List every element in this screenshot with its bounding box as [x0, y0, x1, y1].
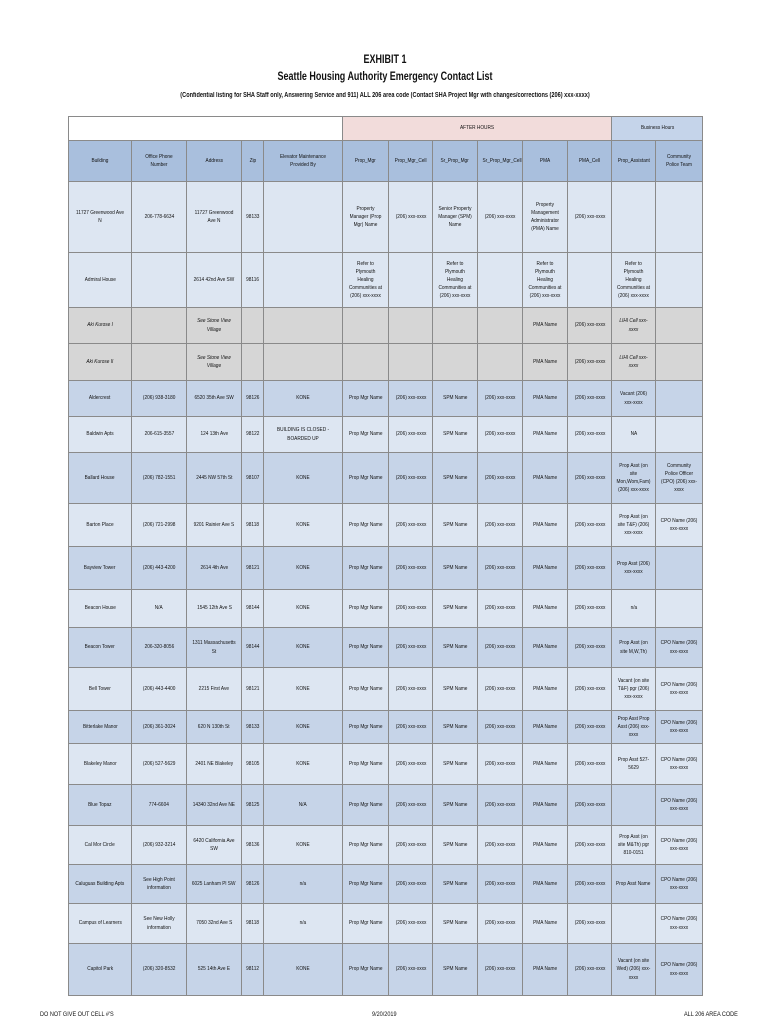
- column-header: Prop_Mgr: [343, 141, 389, 182]
- office-phone-cell: (206) 721-2998: [132, 504, 187, 547]
- sr-prop-mgr-cell-phone: (206) xxx-xxxx: [478, 504, 523, 547]
- prop-mgr-cell: Prop Mgr Name: [343, 628, 389, 668]
- building-cell: Bayview Tower: [69, 547, 132, 590]
- elevator-cell: KONE: [264, 547, 343, 590]
- prop-assistant-cell: NA: [612, 417, 656, 453]
- pma-cell: PMA Name: [523, 668, 568, 711]
- pma-cell: PMA Name: [523, 344, 568, 381]
- elevator-cell: KONE: [264, 504, 343, 547]
- zip-cell: 98133: [242, 182, 264, 253]
- prop-mgr-cell-phone: (206) xxx-xxxx: [389, 182, 433, 253]
- prop-mgr-cell-phone: [389, 308, 433, 344]
- sr-prop-mgr-cell: SPM Name: [433, 865, 478, 904]
- prop-mgr-cell: Property Manager (Prop Mgr) Name: [343, 182, 389, 253]
- community-police-cell: CPO Name (206) xxx-xxxx: [656, 668, 703, 711]
- pma-cell-phone: (206) xxx-xxxx: [568, 547, 612, 590]
- address-cell: 124 13th Ave: [187, 417, 242, 453]
- address-cell: 11727 Greenwood Ave N: [187, 182, 242, 253]
- prop-mgr-cell-phone: (206) xxx-xxxx: [389, 904, 433, 944]
- prop-mgr-cell: Prop Mgr Name: [343, 668, 389, 711]
- pma-cell: PMA Name: [523, 504, 568, 547]
- prop-assistant-cell: Vacant (206) xxx-xxxx: [612, 381, 656, 417]
- address-cell: 14340 32nd Ave NE: [187, 785, 242, 826]
- pma-cell-phone: (206) xxx-xxxx: [568, 944, 612, 996]
- office-phone-cell: (206) 782-1551: [132, 453, 187, 504]
- address-cell: 6420 California Ave SW: [187, 826, 242, 865]
- address-cell: 6025 Lanham Pl SW: [187, 865, 242, 904]
- elevator-cell: KONE: [264, 628, 343, 668]
- elevator-cell: KONE: [264, 453, 343, 504]
- sr-prop-mgr-cell-phone: (206) xxx-xxxx: [478, 826, 523, 865]
- office-phone-cell: [132, 308, 187, 344]
- elevator-cell: KONE: [264, 590, 343, 628]
- office-phone-cell: See High Point information: [132, 865, 187, 904]
- prop-mgr-cell-phone: (206) xxx-xxxx: [389, 944, 433, 996]
- column-header: Sr_Prop_Mgr: [433, 141, 478, 182]
- community-police-cell: CPO Name (206) xxx-xxxx: [656, 628, 703, 668]
- address-cell: 9201 Rainier Ave S: [187, 504, 242, 547]
- zip-cell: 98125: [242, 785, 264, 826]
- prop-mgr-cell: Prop Mgr Name: [343, 547, 389, 590]
- table-row: [69, 826, 703, 865]
- prop-mgr-cell: Prop Mgr Name: [343, 504, 389, 547]
- building-cell: Caluguas Building Apts: [69, 865, 132, 904]
- zip-cell: 98121: [242, 547, 264, 590]
- elevator-cell: n/a: [264, 865, 343, 904]
- zip-cell: [242, 344, 264, 381]
- building-cell: Aki Kurose II: [69, 344, 132, 381]
- building-cell: Ballard House: [69, 453, 132, 504]
- sr-prop-mgr-cell: [433, 308, 478, 344]
- pma-cell-phone: (206) xxx-xxxx: [568, 344, 612, 381]
- pma-cell: PMA Name: [523, 944, 568, 996]
- prop-mgr-cell-phone: (206) xxx-xxxx: [389, 865, 433, 904]
- office-phone-cell: (206) 443-4400: [132, 668, 187, 711]
- office-phone-cell: (206) 938-3180: [132, 381, 187, 417]
- office-phone-cell: 206-615-3557: [132, 417, 187, 453]
- column-header: Address: [187, 141, 242, 182]
- sr-prop-mgr-cell-phone: (206) xxx-xxxx: [478, 711, 523, 744]
- prop-mgr-cell: [343, 344, 389, 381]
- prop-mgr-cell-phone: (206) xxx-xxxx: [389, 826, 433, 865]
- office-phone-cell: See New Holly information: [132, 904, 187, 944]
- office-phone-cell: N/A: [132, 590, 187, 628]
- prop-mgr-cell-phone: (206) xxx-xxxx: [389, 547, 433, 590]
- prop-mgr-cell-phone: (206) xxx-xxxx: [389, 744, 433, 785]
- prop-mgr-cell-phone: (206) xxx-xxxx: [389, 381, 433, 417]
- pma-cell: PMA Name: [523, 785, 568, 826]
- column-header: Sr_Prop_Mgr_Cell: [478, 141, 523, 182]
- prop-mgr-cell-phone: [389, 344, 433, 381]
- sr-prop-mgr-cell: SPM Name: [433, 590, 478, 628]
- prop-assistant-cell: LIHI Cell xxx-xxxx: [612, 308, 656, 344]
- table-row: [69, 668, 703, 711]
- pma-cell: PMA Name: [523, 453, 568, 504]
- elevator-cell: KONE: [264, 668, 343, 711]
- column-header: PMA_Cell: [568, 141, 612, 182]
- column-header: PMA: [523, 141, 568, 182]
- elevator-cell: KONE: [264, 826, 343, 865]
- prop-mgr-cell-phone: (206) xxx-xxxx: [389, 785, 433, 826]
- pma-cell: Property Management Administrator (PMA) Name: [523, 182, 568, 253]
- prop-mgr-cell: Prop Mgr Name: [343, 381, 389, 417]
- table-row: [69, 628, 703, 668]
- address-cell: 2215 First Ave: [187, 668, 242, 711]
- pma-cell-phone: (206) xxx-xxxx: [568, 668, 612, 711]
- zip-cell: 98126: [242, 865, 264, 904]
- pma-cell: PMA Name: [523, 308, 568, 344]
- exhibit-label: EXHIBIT 1: [363, 54, 407, 66]
- zip-cell: 98136: [242, 826, 264, 865]
- elevator-cell: [264, 182, 343, 253]
- prop-mgr-cell: Prop Mgr Name: [343, 744, 389, 785]
- prop-mgr-cell: Prop Mgr Name: [343, 944, 389, 996]
- prop-mgr-cell-phone: [389, 253, 433, 308]
- contact-table: [68, 116, 703, 996]
- footer-right: ALL 206 AREA CODE: [684, 1011, 738, 1018]
- prop-assistant-cell: n/a: [612, 590, 656, 628]
- pma-cell: Refer to Plymouth Healing Communities at (206) xxx-xxxx: [523, 253, 568, 308]
- sr-prop-mgr-cell: SPM Name: [433, 417, 478, 453]
- pma-cell-phone: (206) xxx-xxxx: [568, 865, 612, 904]
- prop-assistant-cell: Prop Asst 527-5629: [612, 744, 656, 785]
- column-header: Office Phone Number: [132, 141, 187, 182]
- sr-prop-mgr-cell-phone: [478, 344, 523, 381]
- pma-cell-phone: (206) xxx-xxxx: [568, 628, 612, 668]
- prop-assistant-cell: Refer to Plymouth Healing Communities at (206) xxx-xxxx: [612, 253, 656, 308]
- pma-cell-phone: (206) xxx-xxxx: [568, 744, 612, 785]
- community-police-cell: [656, 308, 703, 344]
- building-cell: Barton Place: [69, 504, 132, 547]
- elevator-cell: KONE: [264, 744, 343, 785]
- table-row: [69, 785, 703, 826]
- elevator-cell: [264, 253, 343, 308]
- table-row: [69, 182, 703, 253]
- prop-assistant-cell: Vacant (on site T&F) pgr (206) xxx-xxxx: [612, 668, 656, 711]
- table-row: [69, 865, 703, 904]
- table-row: [69, 547, 703, 590]
- sr-prop-mgr-cell: [433, 344, 478, 381]
- building-cell: Aldercrest: [69, 381, 132, 417]
- sr-prop-mgr-cell-phone: (206) xxx-xxxx: [478, 785, 523, 826]
- sr-prop-mgr-cell: SPM Name: [433, 785, 478, 826]
- prop-mgr-cell: Prop Mgr Name: [343, 785, 389, 826]
- address-cell: 6520 35th Ave SW: [187, 381, 242, 417]
- community-police-cell: [656, 590, 703, 628]
- sr-prop-mgr-cell: Senior Property Manager (SPM) Name: [433, 182, 478, 253]
- address-cell: 1545 12th Ave S: [187, 590, 242, 628]
- table-row: [69, 381, 703, 417]
- pma-cell: PMA Name: [523, 417, 568, 453]
- building-cell: Beacon House: [69, 590, 132, 628]
- column-header: Prop_Mgr_Cell: [389, 141, 433, 182]
- table-row: [69, 904, 703, 944]
- community-police-cell: [656, 182, 703, 253]
- pma-cell: PMA Name: [523, 711, 568, 744]
- community-police-cell: [656, 381, 703, 417]
- pma-cell-phone: (206) xxx-xxxx: [568, 590, 612, 628]
- table-row: [69, 253, 703, 308]
- prop-mgr-cell-phone: (206) xxx-xxxx: [389, 453, 433, 504]
- prop-mgr-cell-phone: (206) xxx-xxxx: [389, 504, 433, 547]
- pma-cell: PMA Name: [523, 904, 568, 944]
- group-header-row: [69, 117, 703, 141]
- sr-prop-mgr-cell-phone: (206) xxx-xxxx: [478, 744, 523, 785]
- pma-cell-phone: (206) xxx-xxxx: [568, 904, 612, 944]
- column-header: Community Police Team: [656, 141, 703, 182]
- prop-mgr-cell: Prop Mgr Name: [343, 711, 389, 744]
- prop-assistant-cell: Vacant (on site Wed) (206) xxx-xxxx: [612, 944, 656, 996]
- sr-prop-mgr-cell: SPM Name: [433, 826, 478, 865]
- prop-assistant-cell: Prop Asst (on site T&F) (206) xxx-xxxx: [612, 504, 656, 547]
- pma-cell: PMA Name: [523, 628, 568, 668]
- sr-prop-mgr-cell-phone: (206) xxx-xxxx: [478, 417, 523, 453]
- office-phone-cell: (206) 443-4200: [132, 547, 187, 590]
- footer-left: DO NOT GIVE OUT CELL #'S: [40, 1011, 114, 1018]
- prop-mgr-cell: Prop Mgr Name: [343, 865, 389, 904]
- address-cell: 525 14th Ave E: [187, 944, 242, 996]
- pma-cell: PMA Name: [523, 547, 568, 590]
- pma-cell: PMA Name: [523, 865, 568, 904]
- pma-cell-phone: (206) xxx-xxxx: [568, 308, 612, 344]
- address-cell: 1311 Massachusetts St: [187, 628, 242, 668]
- prop-assistant-cell: Prop Asst Prop Asst (206) xxx-xxxx: [612, 711, 656, 744]
- prop-mgr-cell-phone: (206) xxx-xxxx: [389, 590, 433, 628]
- building-cell: Beacon Tower: [69, 628, 132, 668]
- sr-prop-mgr-cell: SPM Name: [433, 904, 478, 944]
- table-row: [69, 744, 703, 785]
- zip-cell: 98144: [242, 628, 264, 668]
- office-phone-cell: (206) 361-3024: [132, 711, 187, 744]
- building-cell: Blue Topaz: [69, 785, 132, 826]
- address-cell: 2614 4th Ave: [187, 547, 242, 590]
- after-hours-header: AFTER HOURS: [343, 117, 612, 141]
- table-row: [69, 453, 703, 504]
- elevator-cell: N/A: [264, 785, 343, 826]
- prop-assistant-cell: Prop Asst (on site M&Th) pgr 810-0151: [612, 826, 656, 865]
- office-phone-cell: 206-320-8056: [132, 628, 187, 668]
- table-row: [69, 944, 703, 996]
- prop-mgr-cell: Refer to Plymouth Healing Communities at (206) xxx-xxxx: [343, 253, 389, 308]
- community-police-cell: Community Police Officer (CPO) (206) xxx-xxxx: [656, 453, 703, 504]
- elevator-cell: KONE: [264, 944, 343, 996]
- prop-mgr-cell-phone: (206) xxx-xxxx: [389, 628, 433, 668]
- zip-cell: 98118: [242, 504, 264, 547]
- table-row: [69, 590, 703, 628]
- community-police-cell: CPO Name (206) xxx-xxxx: [656, 826, 703, 865]
- sr-prop-mgr-cell: SPM Name: [433, 668, 478, 711]
- office-phone-cell: [132, 344, 187, 381]
- zip-cell: 98118: [242, 904, 264, 944]
- address-cell: 7050 32nd Ave S: [187, 904, 242, 944]
- elevator-cell: BUILDING IS CLOSED - BOARDED UP: [264, 417, 343, 453]
- sr-prop-mgr-cell: Refer to Plymouth Healing Communities at (206) xxx-xxxx: [433, 253, 478, 308]
- table-row: [69, 711, 703, 744]
- office-phone-cell: 774-6604: [132, 785, 187, 826]
- address-cell: See Stone View Village: [187, 308, 242, 344]
- pma-cell-phone: (206) xxx-xxxx: [568, 381, 612, 417]
- sr-prop-mgr-cell-phone: (206) xxx-xxxx: [478, 944, 523, 996]
- building-cell: 11727 Greenwood Ave N: [69, 182, 132, 253]
- elevator-cell: KONE: [264, 381, 343, 417]
- prop-assistant-cell: [612, 785, 656, 826]
- office-phone-cell: (206) 527-5629: [132, 744, 187, 785]
- column-header: Elevator Maintenance Provided By: [264, 141, 343, 182]
- sr-prop-mgr-cell: SPM Name: [433, 628, 478, 668]
- community-police-cell: CPO Name (206) xxx-xxxx: [656, 865, 703, 904]
- elevator-cell: [264, 308, 343, 344]
- column-header: Prop_Assistant: [612, 141, 656, 182]
- sr-prop-mgr-cell: SPM Name: [433, 744, 478, 785]
- table-row: [69, 308, 703, 344]
- office-phone-cell: (206) 932-3214: [132, 826, 187, 865]
- community-police-cell: [656, 547, 703, 590]
- zip-cell: 98133: [242, 711, 264, 744]
- prop-mgr-cell: Prop Mgr Name: [343, 417, 389, 453]
- address-cell: 2445 NW 57th St: [187, 453, 242, 504]
- prop-mgr-cell: [343, 308, 389, 344]
- building-cell: Campus of Learners: [69, 904, 132, 944]
- sr-prop-mgr-cell-phone: (206) xxx-xxxx: [478, 547, 523, 590]
- sr-prop-mgr-cell-phone: [478, 308, 523, 344]
- prop-mgr-cell-phone: (206) xxx-xxxx: [389, 668, 433, 711]
- prop-assistant-cell: [612, 182, 656, 253]
- zip-cell: 98105: [242, 744, 264, 785]
- building-cell: Bell Tower: [69, 668, 132, 711]
- sr-prop-mgr-cell: SPM Name: [433, 711, 478, 744]
- column-header: Building: [69, 141, 132, 182]
- zip-cell: 98116: [242, 253, 264, 308]
- page-title: Seattle Housing Authority Emergency Contact List: [277, 71, 493, 83]
- prop-mgr-cell: Prop Mgr Name: [343, 590, 389, 628]
- community-police-cell: [656, 253, 703, 308]
- building-cell: Bitterlake Manor: [69, 711, 132, 744]
- pma-cell-phone: (206) xxx-xxxx: [568, 711, 612, 744]
- office-phone-cell: (206) 320-8532: [132, 944, 187, 996]
- zip-cell: 98126: [242, 381, 264, 417]
- prop-assistant-cell: Prop Asst Name: [612, 865, 656, 904]
- sr-prop-mgr-cell-phone: (206) xxx-xxxx: [478, 182, 523, 253]
- building-cell: Admiral House: [69, 253, 132, 308]
- column-header: Zip: [242, 141, 264, 182]
- zip-cell: 98122: [242, 417, 264, 453]
- zip-cell: 98121: [242, 668, 264, 711]
- building-cell: Blakeley Manor: [69, 744, 132, 785]
- prop-assistant-cell: Prop Asst (206) xxx-xxxx: [612, 547, 656, 590]
- pma-cell: PMA Name: [523, 826, 568, 865]
- sr-prop-mgr-cell-phone: (206) xxx-xxxx: [478, 865, 523, 904]
- elevator-cell: [264, 344, 343, 381]
- building-cell: Baldwin Apts: [69, 417, 132, 453]
- pma-cell-phone: [568, 253, 612, 308]
- zip-cell: 98112: [242, 944, 264, 996]
- sr-prop-mgr-cell-phone: (206) xxx-xxxx: [478, 904, 523, 944]
- pma-cell: PMA Name: [523, 381, 568, 417]
- office-phone-cell: 206-778-6634: [132, 182, 187, 253]
- pma-cell-phone: (206) xxx-xxxx: [568, 504, 612, 547]
- office-phone-cell: [132, 253, 187, 308]
- address-cell: 2614 42nd Ave SW: [187, 253, 242, 308]
- prop-assistant-cell: [612, 904, 656, 944]
- community-police-cell: CPO Name (206) xxx-xxxx: [656, 904, 703, 944]
- prop-mgr-cell: Prop Mgr Name: [343, 453, 389, 504]
- page-subtitle: (Confidential listing for SHA Staff only, Answering Service and 911) ALL 206 area code (Contact SHA Project Mgr with changes/corrections (206) xxx-xxxx): [180, 92, 590, 99]
- sr-prop-mgr-cell: SPM Name: [433, 504, 478, 547]
- community-police-cell: [656, 417, 703, 453]
- building-cell: Capitol Park: [69, 944, 132, 996]
- community-police-cell: CPO Name (206) xxx-xxxx: [656, 711, 703, 744]
- building-cell: Cal Mor Circle: [69, 826, 132, 865]
- building-cell: Aki Kurose I: [69, 308, 132, 344]
- pma-cell: PMA Name: [523, 590, 568, 628]
- sr-prop-mgr-cell-phone: (206) xxx-xxxx: [478, 453, 523, 504]
- address-cell: 620 N 130th St: [187, 711, 242, 744]
- pma-cell-phone: (206) xxx-xxxx: [568, 826, 612, 865]
- prop-mgr-cell: Prop Mgr Name: [343, 826, 389, 865]
- sr-prop-mgr-cell: SPM Name: [433, 381, 478, 417]
- table-row: [69, 417, 703, 453]
- community-police-cell: CPO Name (206) xxx-xxxx: [656, 744, 703, 785]
- pma-cell-phone: (206) xxx-xxxx: [568, 182, 612, 253]
- prop-mgr-cell-phone: (206) xxx-xxxx: [389, 711, 433, 744]
- business-hours-header: Business Hours: [612, 117, 703, 141]
- sr-prop-mgr-cell-phone: (206) xxx-xxxx: [478, 590, 523, 628]
- sr-prop-mgr-cell: SPM Name: [433, 547, 478, 590]
- pma-cell-phone: (206) xxx-xxxx: [568, 417, 612, 453]
- sr-prop-mgr-cell-phone: (206) xxx-xxxx: [478, 381, 523, 417]
- column-header-row: [69, 141, 703, 182]
- sr-prop-mgr-cell-phone: (206) xxx-xxxx: [478, 668, 523, 711]
- pma-cell: PMA Name: [523, 744, 568, 785]
- elevator-cell: KONE: [264, 711, 343, 744]
- elevator-cell: n/a: [264, 904, 343, 944]
- pma-cell-phone: (206) xxx-xxxx: [568, 453, 612, 504]
- zip-cell: 98144: [242, 590, 264, 628]
- address-cell: See Stone View Village: [187, 344, 242, 381]
- prop-assistant-cell: Prop Asst (on site M,W,Th): [612, 628, 656, 668]
- prop-mgr-cell-phone: (206) xxx-xxxx: [389, 417, 433, 453]
- address-cell: 2401 NE Blakeley: [187, 744, 242, 785]
- table-row: [69, 344, 703, 381]
- community-police-cell: CPO Name (206) xxx-xxxx: [656, 785, 703, 826]
- sr-prop-mgr-cell-phone: [478, 253, 523, 308]
- sr-prop-mgr-cell: SPM Name: [433, 944, 478, 996]
- zip-cell: [242, 308, 264, 344]
- community-police-cell: CPO Name (206) xxx-xxxx: [656, 504, 703, 547]
- sr-prop-mgr-cell: SPM Name: [433, 453, 478, 504]
- zip-cell: 98107: [242, 453, 264, 504]
- community-police-cell: CPO Name (206) xxx-xxxx: [656, 944, 703, 996]
- prop-mgr-cell: Prop Mgr Name: [343, 904, 389, 944]
- sr-prop-mgr-cell-phone: (206) xxx-xxxx: [478, 628, 523, 668]
- pma-cell-phone: (206) xxx-xxxx: [568, 785, 612, 826]
- community-police-cell: [656, 344, 703, 381]
- prop-assistant-cell: LIHI Cell xxx-xxxx: [612, 344, 656, 381]
- table-row: [69, 504, 703, 547]
- prop-assistant-cell: Prop Asst (on site Mon,Wom,Fam) (206) xxx-xxxx: [612, 453, 656, 504]
- footer-date: 9/20/2019: [372, 1011, 397, 1018]
